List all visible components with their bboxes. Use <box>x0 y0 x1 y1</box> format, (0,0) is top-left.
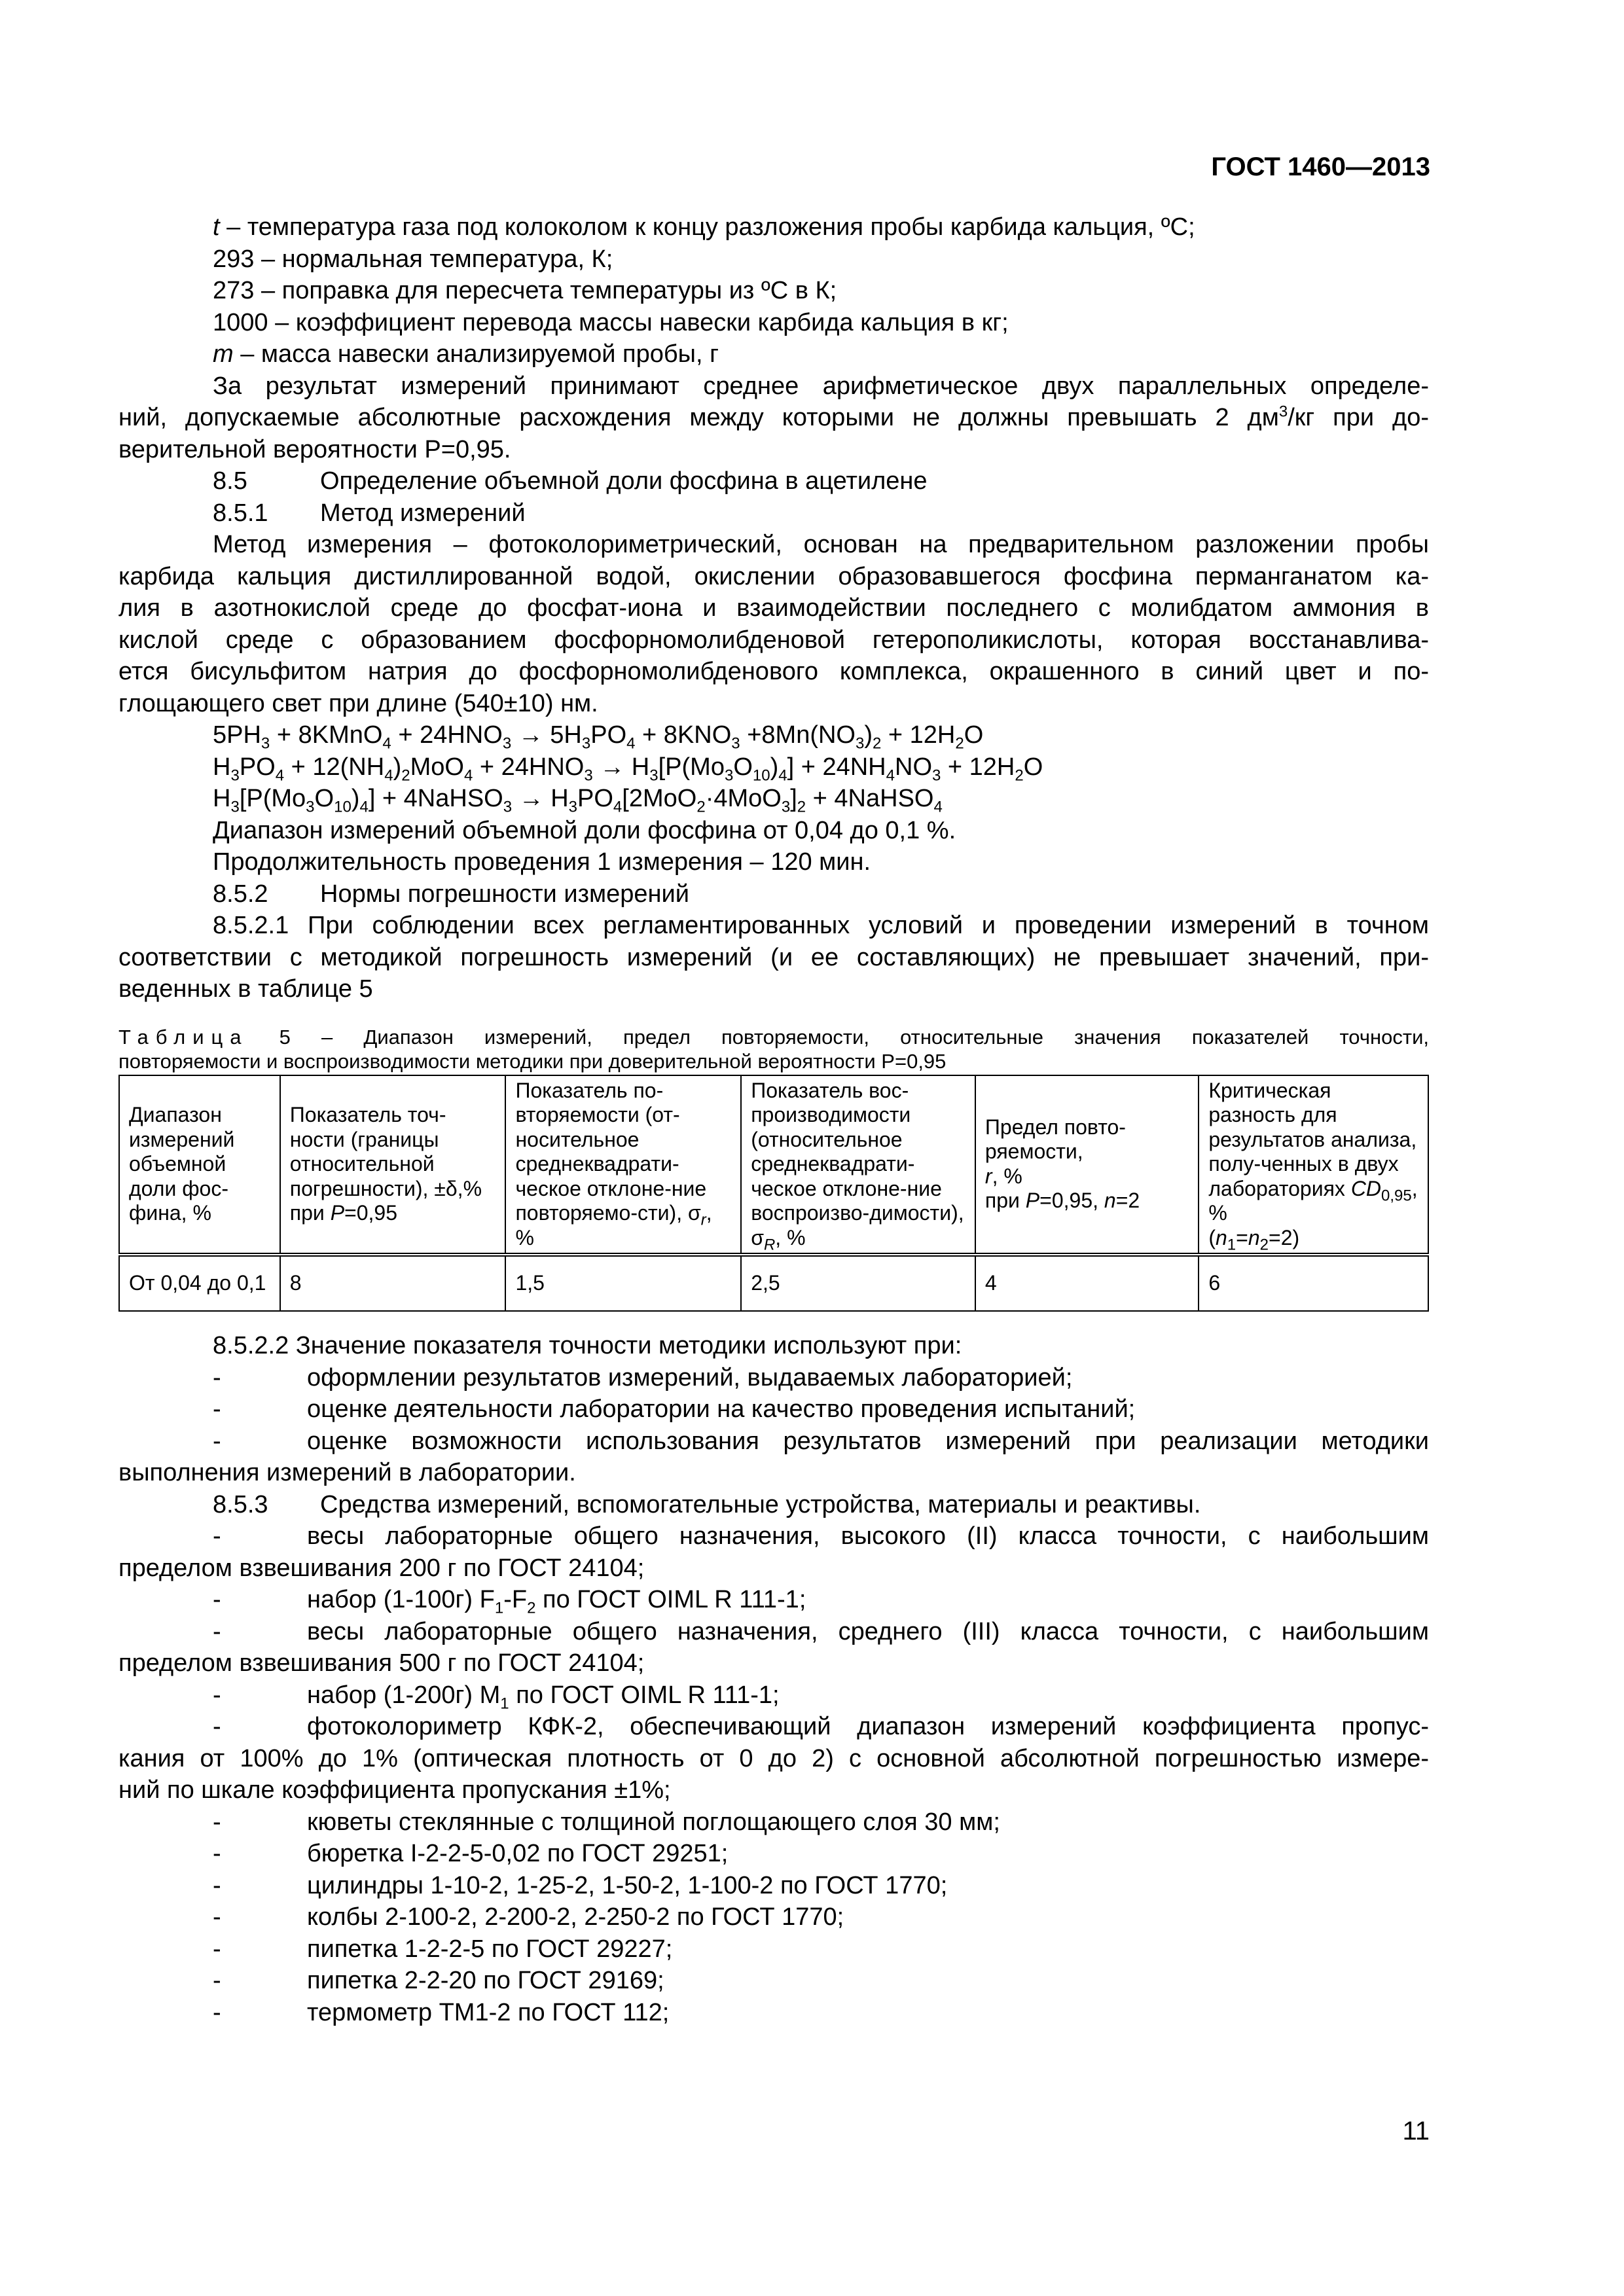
page-number: 11 <box>1402 2117 1430 2145</box>
paragraph <box>118 402 1429 434</box>
section-number: 8.5.2.1 <box>213 912 289 939</box>
subscript: 4 <box>626 734 636 753</box>
formula-text: O <box>964 721 984 749</box>
subscript: 4 <box>382 734 391 753</box>
paragraph: верительной вероятности Р=0,95. <box>118 435 511 463</box>
header-cell-repeatability-limit: Предел повто-ряемости, r, % при Р=0,95, n=2 <box>975 1075 1199 1255</box>
subscript: 3 <box>503 798 513 816</box>
subscript: 2 <box>873 734 882 753</box>
list-text: бюретка I-2-2-5-0,02 по ГОСТ 29251; <box>307 1840 729 1867</box>
paragraph: соответствии с методикой погрешность измерений (и ее составляющих) не превышает значений, при- <box>118 943 1429 971</box>
table-cell: 4 <box>975 1255 1199 1311</box>
formula-text: O <box>314 785 334 812</box>
section-number: 8.5.2.2 <box>213 1332 289 1359</box>
subscript: 2 <box>1015 766 1024 785</box>
formula-text: → 5H <box>511 721 582 749</box>
caption-text: повторяемости и воспроизводимости методики при доверительной вероятности Р=0,95 <box>118 1049 947 1073</box>
formula-text: по ГОСТ OIML R 111-1; <box>535 1586 806 1613</box>
dash: - <box>213 1586 221 1613</box>
formula-text: ) <box>864 721 873 749</box>
table-cell: 6 <box>1199 1255 1428 1311</box>
subscript: 2 <box>401 766 410 785</box>
page-header: ГОСТ 1460—2013 <box>1211 152 1430 181</box>
header-cell-accuracy: Показатель точ-ности (границы относительной погрешности), ±δ,% при Р=0,95 <box>280 1075 506 1255</box>
paragraph: веденных в таблице 5 <box>118 975 373 1003</box>
formula-text: → H <box>592 753 650 781</box>
subscript: 4 <box>359 798 369 816</box>
section-heading <box>118 465 1429 497</box>
paragraph: Продолжительность проведения 1 измерения – 120 мин. <box>213 848 871 876</box>
subscript: 3 <box>584 766 593 785</box>
table-header-row <box>119 1075 1428 1255</box>
section-title: Нормы погрешности измерений <box>320 880 689 908</box>
list-item <box>118 1806 1429 1839</box>
formula-text: H <box>213 753 231 781</box>
table-5 <box>118 1075 1429 1312</box>
header-cell-range: Диапазон измерений объемной доли фос-фина, % <box>119 1075 280 1255</box>
formula-text: +8Mn(NO <box>740 721 856 749</box>
formula-text: + 12H <box>881 721 956 749</box>
section-number: 8.5.3 <box>213 1490 268 1518</box>
list-text: колбы 2-100-2, 2-200-2, 2-250-2 по ГОСТ 1770; <box>307 1903 844 1931</box>
list-continuation: пределом взвешивания 500 г по ГОСТ 24104; <box>118 1649 645 1677</box>
formula-text: [P(Mo <box>239 785 306 812</box>
formula-text: PO <box>590 721 627 749</box>
formula-text: ) <box>393 753 402 781</box>
page-body <box>118 211 1429 2028</box>
paragraph: карбида кальция дистиллированной водой, окислении образовавшегося фосфина перманганатом ка- <box>118 562 1429 590</box>
formula-text: + 4NaHSO <box>806 785 934 812</box>
symbol: m <box>213 340 234 368</box>
list-text: фотоколориметр КФК-2, обеспечивающий диапазон измерений коэффициента пропус- <box>307 1713 1429 1740</box>
section-title: Средства измерений, вспомогательные устройства, материалы и реактивы. <box>320 1490 1201 1518</box>
subscript: 3 <box>306 798 315 816</box>
list-item <box>118 1901 1429 1933</box>
subscript: 10 <box>752 766 770 785</box>
paragraph: 293 – нормальная температура, К; <box>213 245 613 273</box>
dash: - <box>213 1427 221 1455</box>
subscript: 10 <box>334 798 352 816</box>
formula-text: PO <box>239 753 276 781</box>
list-item <box>118 1520 1429 1552</box>
formula-text: ] <box>790 785 797 812</box>
subscript: 3 <box>932 766 941 785</box>
list-item <box>118 1711 1429 1743</box>
list-text: цилиндры 1-10-2, 1-25-2, 1-50-2, 1-100-2 по ГОСТ 1770; <box>307 1871 948 1899</box>
table-caption <box>118 1025 1429 1073</box>
list-text: кюветы стеклянные с толщиной поглощающего слоя 30 мм; <box>307 1808 1000 1836</box>
subscript: 4 <box>463 766 473 785</box>
list-item <box>118 1679 1429 1712</box>
dash: - <box>213 1395 221 1423</box>
subscript: 1 <box>500 1695 509 1713</box>
formula-text: ) <box>770 753 779 781</box>
text: При соблюдении всех регламентированных условий и проведении измерений в точном <box>308 912 1429 939</box>
paragraph: Диапазон измерений объемной доли фосфина от 0,04 до 0,1 %. <box>213 816 956 844</box>
formula-text: + 24HNO <box>473 753 585 781</box>
subscript: 2 <box>797 798 806 816</box>
subscript: 2 <box>696 798 706 816</box>
table-cell: От 0,04 до 0,1 <box>119 1255 280 1311</box>
list-item <box>118 1997 1429 2029</box>
paragraph: Метод измерения – фотоколориметрический, основан на предварительном разложении пробы <box>213 531 1429 558</box>
list-item <box>118 1393 1429 1426</box>
section-number: 8.5.1 <box>213 499 268 527</box>
caption-line <box>118 1025 1429 1049</box>
paragraph <box>118 910 1429 942</box>
list-text: весы лабораторные общего назначения, среднего (III) класса точности, с наибольшим <box>307 1617 1429 1645</box>
formula-text: набор (1-200г) М <box>307 1681 501 1709</box>
header-cell-reproducibility: Показатель вос-производимости (относительное среднеквадрати-ческое отклоне-ние воспроизво-димости), $\sigma_R$, % <box>741 1075 975 1255</box>
table-cell: 8 <box>280 1255 506 1311</box>
subscript: 3 <box>568 798 578 816</box>
list-item <box>118 1426 1429 1458</box>
paragraph <box>118 338 1429 370</box>
formula-text: → H <box>512 785 569 812</box>
text: – масса навески анализируемой пробы, г <box>240 340 719 368</box>
subscript: 4 <box>384 766 393 785</box>
list-item <box>118 1616 1429 1648</box>
formula-text: -F <box>503 1586 528 1613</box>
header-cell-repeatability: Показатель по-вторяемости (от-носительное среднеквадрати-ческое отклоне-ние повторяемо-сти), $\sigma_r$, % <box>505 1075 741 1255</box>
formula-text: по ГОСТ OIML R 111-1; <box>509 1681 780 1709</box>
formula-text: + 8KNO <box>635 721 732 749</box>
formula-text: [2MoO <box>622 785 697 812</box>
header-cell-critical-difference: Критическая разность для результатов анализа, полу-ченных в двух лабораториях $CD_{0,95}$, % $(n_1=n_2=2)$ <box>1199 1075 1428 1255</box>
formula-text: ) <box>351 785 360 812</box>
list-item <box>118 1965 1429 1997</box>
list-continuation: кания от 100% до 1% (оптическая плотность от 0 до 2) с основной абсолютной погрешностью измере- <box>118 1744 1429 1772</box>
list-text: весы лабораторные общего назначения, высокого (II) класса точности, с наибольшим <box>307 1522 1429 1550</box>
formula-text: PO <box>577 785 613 812</box>
caption-text: – Диапазон измерений, предел повторяемости, относительные значения показателей точности, <box>290 1025 1429 1049</box>
formula-text: O <box>733 753 753 781</box>
dash: - <box>213 1681 221 1709</box>
paragraph: 1000 – коэффициент перевода массы навески карбида кальция в кг; <box>213 308 1009 336</box>
paragraph: ется бисульфитом натрия до фосфорномолибденового комплекса, окрашенного в синий цвет и по- <box>118 658 1429 685</box>
dash: - <box>213 1713 221 1740</box>
section-heading <box>118 878 1429 910</box>
subscript: 3 <box>261 734 270 753</box>
section-heading <box>118 1330 1429 1362</box>
list-text: пипетка 1-2-2-5 по ГОСТ 29227; <box>307 1935 673 1963</box>
paragraph: кислой среде с образованием фосфорномолибденовой гетерополикислоты, которая восстанавлива- <box>118 626 1429 654</box>
formula-text: MoO <box>410 753 464 781</box>
paragraph: За результат измерений принимают среднее арифметическое двух параллельных определе- <box>213 372 1429 400</box>
text: /кг при до- <box>1288 404 1429 431</box>
caption-number: 5 <box>279 1025 291 1049</box>
text: – температура газа под колоколом к концу разложения пробы карбида кальция, ºС; <box>226 213 1195 241</box>
list-item <box>118 1584 1429 1616</box>
caption-label: Таблица <box>118 1025 249 1049</box>
list-continuation: пределом взвешивания 200 г по ГОСТ 24104; <box>118 1554 645 1582</box>
list-text: пипетка 2-2-20 по ГОСТ 29169; <box>307 1967 664 1994</box>
formula-text: ] + 4NaHSO <box>368 785 503 812</box>
equation-3 <box>118 783 1429 815</box>
formula-text: ] + 24NH <box>787 753 886 781</box>
list-continuation: выполнения измерений в лаборатории. <box>118 1459 576 1486</box>
subscript: 3 <box>230 766 240 785</box>
dash: - <box>213 1522 221 1550</box>
subscript: 3 <box>502 734 512 753</box>
subscript: 4 <box>886 766 895 785</box>
equation-2 <box>118 751 1429 783</box>
subscript: 4 <box>613 798 623 816</box>
paragraph: 273 – поправка для пересчета температуры из ºС в К; <box>213 277 837 304</box>
list-text <box>307 1679 780 1712</box>
subscript: 2 <box>955 734 964 753</box>
dash: - <box>213 1967 221 1994</box>
subscript: 3 <box>724 766 734 785</box>
section-number: 8.5 <box>213 467 247 495</box>
section-title: Определение объемной доли фосфина в ацетилене <box>320 467 928 495</box>
section-number: 8.5.2 <box>213 880 268 908</box>
dash: - <box>213 1903 221 1931</box>
dash: - <box>213 1871 221 1899</box>
list-text: термометр ТМ1-2 по ГОСТ 112; <box>307 1998 670 2026</box>
section-heading <box>118 497 1429 529</box>
table-cell: 1,5 <box>505 1255 741 1311</box>
table-cell: 2,5 <box>741 1255 975 1311</box>
formula-text: + 8KMnO <box>270 721 383 749</box>
formula-text: + 12(NH <box>284 753 385 781</box>
formula-text: O <box>1023 753 1043 781</box>
paragraph: глощающего свет при длине (540±10) нм. <box>118 689 598 717</box>
subscript: 2 <box>527 1599 536 1617</box>
table-row <box>119 1255 1428 1311</box>
dash: - <box>213 1935 221 1963</box>
section-title: Метод измерений <box>320 499 526 527</box>
text: ний, допускаемые абсолютные расхождения между которыми не должны превышать 2 дм <box>118 404 1279 431</box>
list-item <box>118 1362 1429 1394</box>
dash: - <box>213 1840 221 1867</box>
section-title: Значение показателя точности методики используют при: <box>295 1332 962 1359</box>
formula-text: ·4MoO <box>705 785 782 812</box>
subscript: 3 <box>230 798 240 816</box>
dash: - <box>213 1363 221 1391</box>
subscript: 3 <box>649 766 659 785</box>
formula-text: набор (1-100г) F <box>307 1586 495 1613</box>
symbol: t <box>213 213 220 241</box>
formula-text: + 12H <box>941 753 1015 781</box>
list-continuation: ний по шкале коэффициента пропускания ±1%; <box>118 1776 671 1804</box>
paragraph <box>118 211 1429 243</box>
subscript: 3 <box>855 734 865 753</box>
list-item <box>118 1838 1429 1870</box>
list-text <box>307 1584 806 1616</box>
subscript: 3 <box>781 798 791 816</box>
subscript: 1 <box>494 1599 504 1617</box>
subscript: 4 <box>778 766 787 785</box>
formula-text: + 24HNO <box>391 721 503 749</box>
dash: - <box>213 1808 221 1836</box>
list-text: оценке деятельности лаборатории на качество проведения испытаний; <box>307 1395 1136 1423</box>
paragraph: лия в азотнокислой среде до фосфат-иона и взаимодействии последнего с молибдатом аммония в <box>118 594 1429 622</box>
list-text: оформлении результатов измерений, выдаваемых лабораторией; <box>307 1363 1073 1391</box>
list-item <box>118 1870 1429 1902</box>
section-heading <box>118 1489 1429 1521</box>
subscript: 4 <box>275 766 285 785</box>
sup: 3 <box>1278 403 1288 421</box>
subscript: 3 <box>581 734 591 753</box>
subscript: 4 <box>933 798 943 816</box>
equation-1 <box>118 719 1429 751</box>
formula-text: NO <box>895 753 932 781</box>
list-item <box>118 1933 1429 1965</box>
list-text: оценке возможности использования результатов измерений при реализации методики <box>307 1427 1429 1455</box>
formula-text: [P(Mo <box>658 753 725 781</box>
formula-text: 5PH <box>213 721 261 749</box>
formula-text: H <box>213 785 231 812</box>
dash: - <box>213 1998 221 2026</box>
subscript: 3 <box>731 734 740 753</box>
dash: - <box>213 1617 221 1645</box>
